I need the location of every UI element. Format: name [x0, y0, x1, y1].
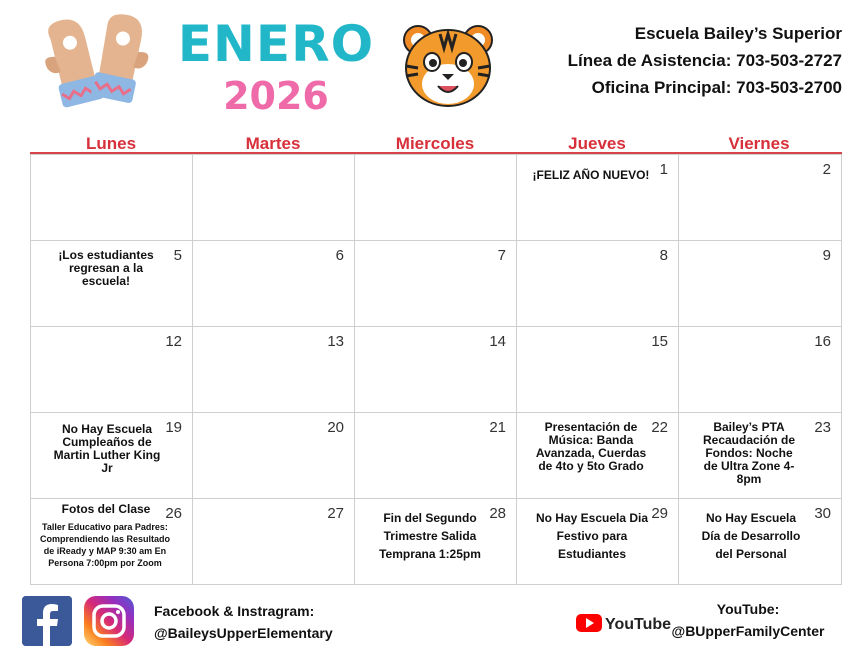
calendar-cell — [678, 154, 842, 241]
calendar-cell — [192, 412, 355, 499]
social-handle[interactable]: @BaileysUpperElementary — [154, 625, 333, 641]
calendar-cell — [354, 498, 517, 585]
facebook-icon[interactable] — [22, 596, 72, 646]
day-number: 19 — [165, 419, 182, 436]
day-number: 12 — [165, 333, 182, 350]
weekday-header-friday: Viernes — [728, 134, 790, 153]
day-number: 30 — [814, 505, 831, 522]
event-text: No Hay Escuela Día de Desarrollo del Personal — [701, 511, 801, 561]
calendar-cell — [192, 154, 355, 241]
day-number: 22 — [651, 419, 668, 436]
year-title: 2026 — [223, 74, 329, 118]
day-number: 16 — [814, 333, 831, 350]
youtube-title: YouTube: — [716, 601, 780, 617]
event-text: No Hay Escuela Cumpleaños de Martin Luther King Jr — [53, 422, 161, 475]
calendar-cell — [678, 412, 842, 499]
day-number: 8 — [659, 247, 668, 264]
school-contact-info — [568, 20, 842, 101]
day-number: 7 — [497, 247, 506, 264]
mittens-icon — [36, 12, 156, 112]
event-text: No Hay Escuela Dia Festivo para Estudiantes — [535, 511, 649, 561]
calendar-cell — [192, 240, 355, 327]
calendar-cell — [516, 154, 679, 241]
calendar-cell — [678, 326, 842, 413]
main-office-line: Oficina Principal: 703-503-2700 — [591, 78, 842, 97]
day-number: 28 — [489, 505, 506, 522]
calendar-cell — [30, 412, 193, 499]
event-text: ¡Los estudiantes regresan a la escuela! — [58, 248, 154, 288]
calendar-cell — [354, 326, 517, 413]
day-number: 9 — [822, 247, 831, 264]
calendar-days — [30, 154, 842, 584]
day-number: 5 — [173, 247, 182, 264]
day-number: 14 — [489, 333, 506, 350]
calendar-cell — [30, 240, 193, 327]
youtube-wordmark: YouTube — [605, 616, 672, 633]
calendar-cell — [354, 412, 517, 499]
month-title: ENERO — [177, 15, 375, 73]
day-number: 20 — [327, 419, 344, 436]
calendar-cell — [516, 326, 679, 413]
day-number: 15 — [651, 333, 668, 350]
calendar-header — [0, 0, 854, 122]
calendar-cell — [30, 326, 193, 413]
day-number: 23 — [814, 419, 831, 436]
tiger-mascot-icon — [400, 22, 496, 110]
attendance-line: Línea de Asistencia: 703-503-2727 — [567, 51, 842, 70]
youtube-info — [668, 598, 828, 642]
calendar-cell — [516, 498, 679, 585]
day-number: 2 — [822, 161, 831, 178]
calendar-cell — [516, 240, 679, 327]
weekday-header-tuesday: Martes — [245, 134, 301, 153]
calendar-footer — [0, 588, 854, 658]
day-number: 21 — [489, 419, 506, 436]
calendar-grid — [30, 124, 842, 585]
event-text: Presentación de Música: Banda Avanzada, Cuerdas de 4to y 5to Grado — [535, 420, 647, 473]
event-text: Bailey’s PTA Recaudación de Fondos: Noche de Ultra Zone 4-8pm — [702, 420, 796, 486]
weekday-header-wednesday: Miercoles — [395, 134, 475, 153]
youtube-handle[interactable]: @BUpperFamilyCenter — [671, 623, 825, 639]
calendar-cell — [30, 498, 193, 585]
calendar-cell — [516, 412, 679, 499]
day-number: 1 — [659, 161, 668, 178]
calendar-cell — [354, 240, 517, 327]
event-text: ¡FELIZ AÑO NUEVO! — [532, 168, 650, 182]
calendar-cell — [30, 154, 193, 241]
weekday-header-thursday: Jueves — [568, 134, 626, 153]
youtube-logo[interactable] — [576, 612, 672, 634]
calendar-cell — [192, 326, 355, 413]
event-subtext: Taller Educativo para Padres: Comprendiendo las Resultado de iReady y MAP 9:30 am En Persona 7:00pm por Zoom — [39, 522, 171, 568]
calendar-cell — [678, 498, 842, 585]
day-number: 27 — [327, 505, 344, 522]
school-name: Escuela Bailey’s Superior — [634, 24, 842, 43]
social-title: Facebook & Instragram: — [154, 603, 315, 619]
calendar-cell — [192, 498, 355, 585]
day-number: 13 — [327, 333, 344, 350]
instagram-icon[interactable] — [84, 596, 134, 646]
day-number: 6 — [335, 247, 344, 264]
calendar-cell — [678, 240, 842, 327]
weekday-header-monday: Lunes — [85, 134, 137, 153]
event-text: Fotos del Clase — [61, 502, 151, 516]
day-number: 29 — [651, 505, 668, 522]
social-media-info — [154, 600, 333, 644]
day-number: 26 — [165, 505, 182, 522]
calendar-cell — [354, 154, 517, 241]
event-text: Fin del Segundo Trimestre Salida Temprana 1:25pm — [379, 511, 481, 561]
weekday-header-row — [30, 124, 842, 154]
